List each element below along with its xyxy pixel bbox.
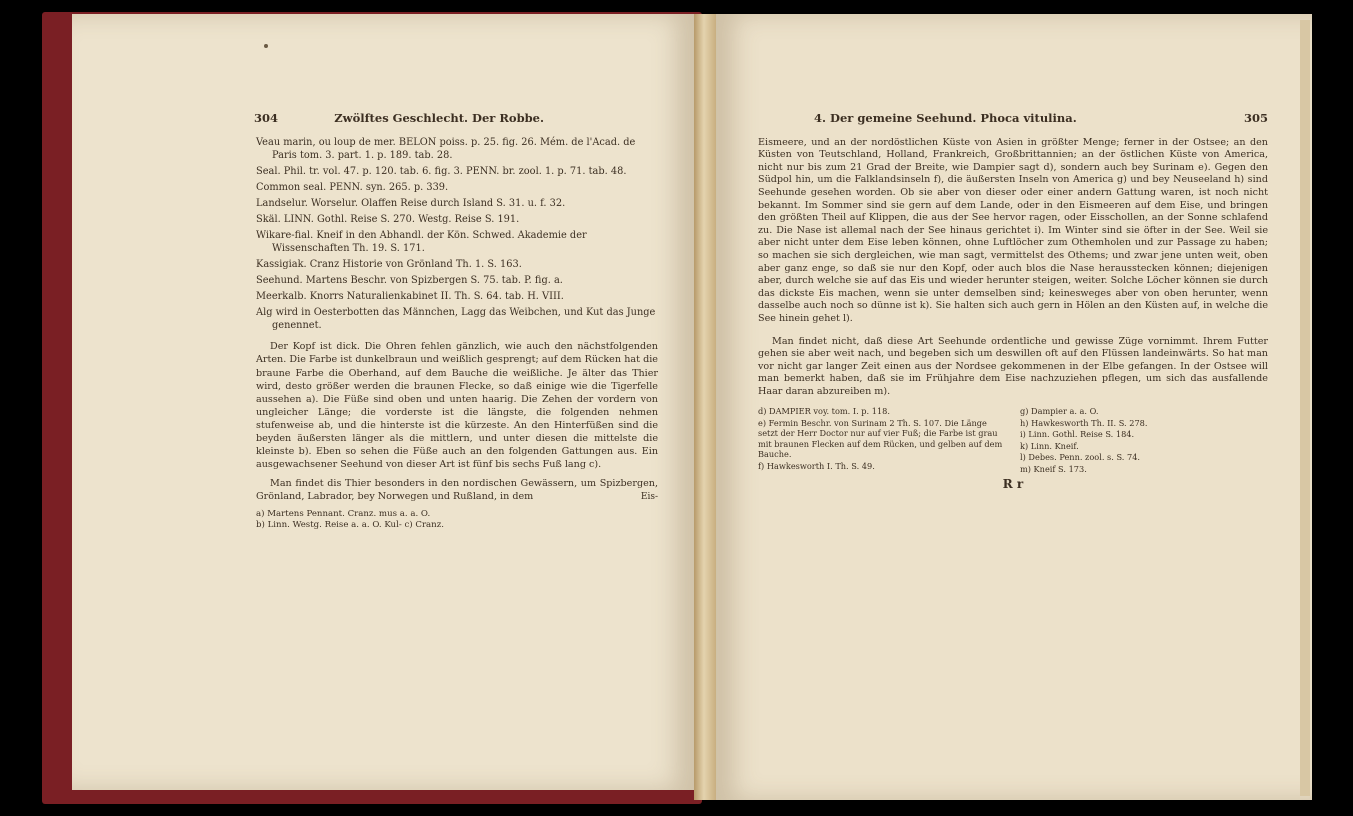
right-running-head	[758, 112, 1268, 125]
paper-speck	[264, 44, 268, 48]
synonym-entry: Skäl. LINN. Gothl. Reise S. 270. Westg. Reise S. 191.	[256, 214, 520, 226]
right-page-number: 305	[1243, 111, 1268, 125]
paragraph: Man findet nicht, daß diese Art Seehunde ordentliche und gewisse Züge vornimmt. Ihrem Futter gehen sie aber weit nach, und begeben sich um deswillen oft auf den Flüssen landeinwärts. So hat man vor nicht gar langer Zeit einen aus der Nordsee gekommenen in der Elbe gefangen. In der Ostsee will man bemerkt haben, daß sie im Frühjahre dem Eise nachzuziehen pflegen, um sich das ausfallende Haar daran abzureiben m).	[758, 335, 1268, 397]
synonym-entry: Common seal. PENN. syn. 265. p. 339.	[256, 181, 449, 193]
footnote: k) Linn. Kneif.	[1020, 440, 1079, 451]
left-running-head	[254, 112, 544, 125]
book-gutter	[694, 14, 716, 800]
right-page-text	[758, 112, 1268, 491]
left-page-number: 304	[254, 111, 279, 125]
left-page-text	[256, 112, 658, 531]
footnote: d) DAMPIER voy. tom. I. p. 118.	[758, 406, 890, 417]
synonym-entry: Meerkalb. Knorrs Naturalienkabinet II. Th. S. 64. tab. H. VIII.	[256, 291, 564, 303]
right-footnotes	[758, 406, 1268, 475]
synonym-entry: Seal. Phil. tr. vol. 47. p. 120. tab. 6. fig. 3. PENN. br. zool. 1. p. 71. tab. 48.	[256, 165, 627, 177]
footnote: l) Debes. Penn. zool. s. S. 74.	[1020, 452, 1141, 463]
footnote: i) Linn. Gothl. Reise S. 184.	[1020, 429, 1135, 440]
left-body-text	[256, 340, 658, 503]
left-footnotes	[256, 509, 658, 531]
footnote: a) Martens Pennant. Cranz. mus a. a. O.	[256, 508, 431, 519]
left-running-title: Zwölftes Geschlecht. Der Robbe.	[334, 111, 544, 125]
right-body-text	[758, 137, 1268, 399]
catchword: Eis-	[640, 492, 658, 503]
footnote: b) Linn. Westg. Reise a. a. O. Kul- c) Cranz.	[256, 519, 444, 530]
footnote: f) Hawkesworth I. Th. S. 49.	[758, 460, 875, 471]
page-edges	[1300, 20, 1310, 796]
synonym-entry: Landselur. Worselur. Olaffen Reise durch Island S. 31. u. f. 32.	[256, 197, 566, 209]
footnote: g) Dampier a. a. O.	[1020, 406, 1099, 417]
footnote-column-left	[758, 406, 1006, 474]
paragraph: Der Kopf ist dick. Die Ohren fehlen gänzlich, wie auch den nächstfolgenden Arten. Die Farbe ist dunkelbraun und weißlich gesprengt; auf dem Rücken hat die braune Farbe die Oberhand, auf dem Bauche die weißliche. Je älter das Thier wird, desto größer werden die braunen Flecke, so daß einige wie die Tigerfelle aussehen a). Die Füße sind oben und unten haarig. Die Zehen der vordern von ungleicher Länge; die vorderste ist die längste, die folgenden nehmen stufenweise ab, und die hinterste ist die kürzeste. An den Hinterfüßen sind die beyden äußersten länger als die mittlern, und unter diesen die mittelste die kleinste b). Eben so sehen die Füße auch an den folgenden Gattungen aus. Ein ausgewachsener Seehund von dieser Art ist fünf bis sechs Fuß lang c).	[256, 341, 658, 471]
footnote: m) Kneif S. 173.	[1020, 463, 1087, 474]
paragraph: Man findet dis Thier besonders in den nordischen Gewässern, um Spizbergen, Grönland, Labrador, bey Norwegen und Rußland, in dem	[256, 478, 658, 503]
paragraph: Eismeere, und an der nordöstlichen Küste von Asien in größter Menge; ferner in der Ostsee; an den Küsten von Teutschland, Holland, Frankreich, Großbrittannien; an der östlichen Küste von America, nicht nur bis zum 21 Grad der Breite, wie Dampier sagt d), sondern auch bey Surinam e). Gegen den Südpol hin, um die Falklandsinseln f), die äußersten Inseln von America g) und bey Neuseeland h) sind Seehunde gesehen worden. Ob sie aber von dieser oder einer andern Gattung waren, ist noch nicht bekannt. Im Sommer sind sie gern auf dem Lande, oder in den Eismeeren auf dem Eise, und bringen den größten Theil auf Klippen, die aus der See hervor ragen, oder Eisschollen, an der Sonne schlafend zu. Die Nase ist allemal nach der See hinaus gerichtet i). Im Winter sind sie öfter in der See. Weil sie aber nicht unter dem Eise leben können, ohne Luftlöcher zum Othemholen und zur Passage zu haben; so machen sie sich dergleichen, wie man sagt, vermittelst des Othems; und zwar jene unten weit, oben aber ganz enge, so daß sie nur den Kopf, oder auch blos die Nase herausstecken können; diejenigen aber, durch welche sie auf das Eis und wieder herunter steigen, weiter. Solche Löcher können sie durch das dickste Eis machen, wenn sie unter demselben sind; keinesweges aber von oben herunter, wenn dasselbe auch noch so dünne ist k). Sie halten sich auch gern in Hölen an den Küsten auf, in welche die See hinein gehet l).	[758, 136, 1268, 324]
right-running-title: 4. Der gemeine Seehund. Phoca vitulina.	[814, 111, 1077, 125]
synonym-entry: Kassigiak. Cranz Historie von Grönland Th. 1. S. 163.	[256, 258, 522, 270]
synonym-entry: Wikare-fial. Kneif in den Abhandl. der Kön. Schwed. Akademie der Wissenschaften Th. 19. S. 171.	[256, 230, 587, 254]
synonym-entry: Veau marin, ou loup de mer. BELON poiss. p. 25. fig. 26. Mém. de l'Acad. de Paris tom. 3. part. 1. p. 189. tab. 28.	[256, 137, 636, 161]
footnote-column-right	[1020, 406, 1268, 474]
footnote: e) Fermin Beschr. von Surinam 2 Th. S. 107. Die Länge setzt der Herr Doctor nur auf vier Fuß; die Farbe ist grau mit braunen Flecken auf dem Rücken, und gelben auf dem Bauche.	[758, 417, 1003, 460]
signature-mark: R r	[1002, 476, 1024, 491]
footnote: h) Hawkesworth Th. II. S. 278.	[1020, 417, 1148, 428]
synonym-entry: Alg wird in Oesterbotten das Männchen, Lagg das Weibchen, und Kut das Junge genennet.	[256, 307, 656, 331]
synonym-list	[256, 137, 658, 332]
synonym-entry: Seehund. Martens Beschr. von Spizbergen S. 75. tab. P. fig. a.	[256, 274, 563, 286]
